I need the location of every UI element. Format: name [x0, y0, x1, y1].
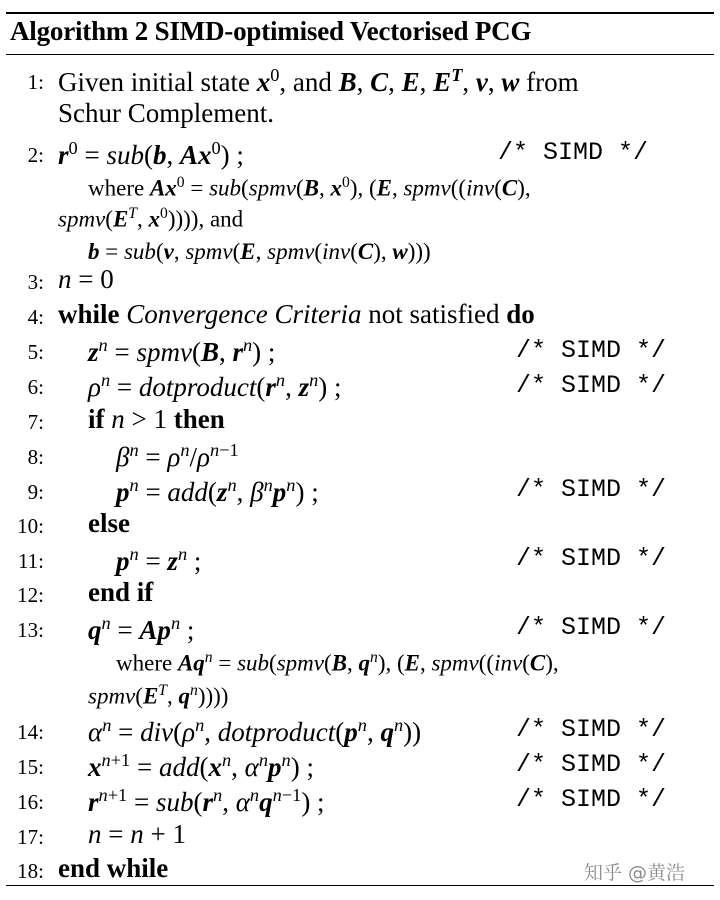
text: Given initial state	[58, 67, 250, 98]
simd-comment: /* SIMD */	[516, 715, 667, 744]
line-4	[58, 301, 535, 328]
line-13-where-b: $spmv(E^T$, $q^n$))))	[88, 682, 229, 709]
keyword: else	[88, 508, 130, 538]
simd-comment: /* SIMD */	[498, 138, 649, 167]
line-number: 12:	[17, 583, 44, 607]
line-number: 16:	[17, 790, 44, 814]
line-number: 4:	[27, 305, 44, 329]
simd-comment: /* SIMD */	[516, 785, 667, 814]
line-6: $\rho^n$ = $dotproduct(r^n$, $z^n$) ;	[88, 370, 342, 403]
line-14: $\alpha^n = div(\rho^n$, $dotproduct(p^n$, $q^n$))	[88, 715, 422, 748]
keyword: then	[173, 404, 225, 434]
line-number: 18:	[17, 859, 44, 883]
text: where	[116, 650, 173, 676]
bottom-rule	[6, 885, 714, 886]
line-number: 7:	[27, 410, 44, 434]
line-number: 13:	[17, 618, 44, 642]
line-number: 11:	[17, 549, 44, 573]
line-number: 10:	[17, 514, 44, 538]
text: from	[526, 67, 579, 98]
line-13-where-a: where $Aq^n$ = sub(spmv(B, $q^n$), (E, spmv((inv(C),	[116, 649, 559, 676]
line-5: $z^n$ = spmv(B, $r^n$) ;	[88, 335, 276, 368]
keyword: while	[58, 299, 120, 329]
simd-comment: /* SIMD */	[516, 750, 667, 779]
line-number: 5:	[27, 340, 44, 364]
keyword: end if	[88, 577, 154, 607]
simd-comment: /* SIMD */	[516, 613, 667, 642]
line-2: $r^0 = sub(b$, Ax$^0$) ;	[58, 138, 244, 171]
keyword: do	[506, 299, 535, 329]
algorithm-title: Algorithm 2 SIMD-optimised Vectorised PCG	[10, 16, 532, 46]
line-8: $\beta^n = \rho^n/\rho^{n-1}$	[116, 440, 239, 473]
simd-comment: /* SIMD */	[516, 544, 667, 573]
line-9: $p^n = add(z^n$, $\beta^np^n$) ;	[116, 475, 319, 508]
text: not satisfied	[368, 299, 500, 329]
line-2-where-a: where $Ax^0$ = sub(spmv(B, $x^0$), (E, spmv((inv(C),	[88, 174, 531, 201]
line-number: 8:	[27, 445, 44, 469]
line-2-where-b: $spmv(E^T$, $x^0$)))), and	[58, 205, 244, 232]
line-10	[88, 510, 130, 537]
line-number: 1:	[27, 70, 44, 94]
line-13: $q^n = Ap^n$ ;	[88, 613, 195, 646]
line-2-b-def: b = sub(v, spmv(E, spmv(inv(C), w)))	[88, 239, 431, 264]
simd-comment: /* SIMD */	[516, 336, 667, 365]
text: and	[209, 206, 244, 232]
line-number: 17:	[17, 825, 44, 849]
line-18	[58, 855, 168, 882]
line-15: $x^{n+1} = add(x^n$, $\alpha^np^n$) ;	[88, 750, 314, 783]
line-7: if n > 1 then	[88, 404, 225, 434]
line-number: 14:	[17, 720, 44, 744]
text: Convergence Criteria	[126, 299, 362, 329]
watermark: 知乎 @黄浩	[584, 862, 686, 884]
keyword: end while	[58, 853, 169, 883]
line-16: $r^{n+1} = sub(r^n$, $\alpha^nq^{n-1}$) ;	[88, 785, 325, 818]
line-number: 6:	[27, 375, 44, 399]
line-3: n = 0	[58, 264, 114, 294]
simd-comment: /* SIMD */	[516, 475, 667, 504]
line-number: 15:	[17, 755, 44, 779]
line-17: n = n + 1	[88, 819, 186, 849]
top-rule	[6, 12, 714, 14]
line-12	[88, 579, 153, 606]
line-11: $p^n = z^n$ ;	[116, 544, 202, 577]
line-number: 9:	[27, 480, 44, 504]
line-number: 3:	[27, 270, 44, 294]
title-rule	[6, 54, 714, 55]
line-1-cont: Schur Complement.	[58, 98, 274, 128]
text: where	[88, 175, 145, 201]
simd-comment: /* SIMD */	[516, 371, 667, 400]
keyword: if	[88, 404, 105, 434]
line-number: 2:	[27, 143, 44, 167]
line-1: Given initial state $x^0$, and B, C, E, $E^T$, v, w from	[58, 65, 579, 98]
